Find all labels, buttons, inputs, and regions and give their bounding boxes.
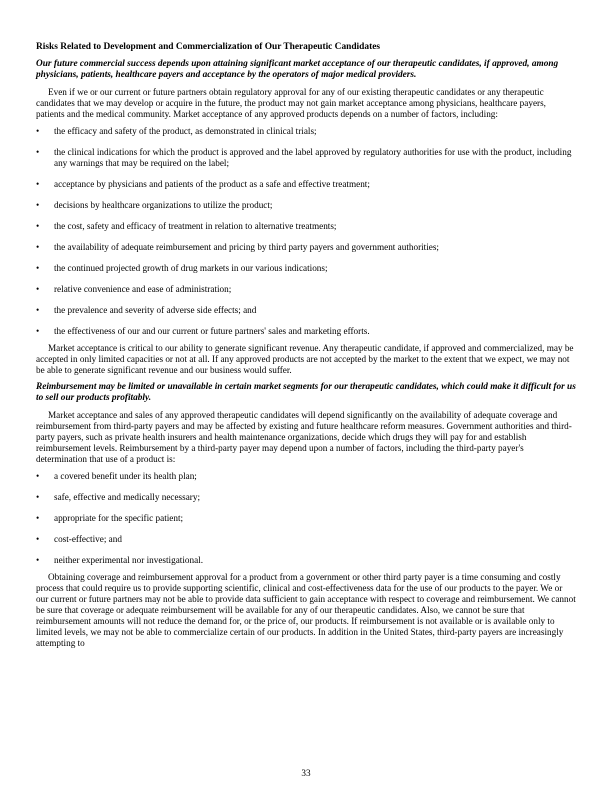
bullet-icon: • (36, 555, 40, 565)
list-item-text: the efficacy and safety of the product, as demonstrated in clinical trials; (54, 126, 317, 136)
list-item (36, 492, 576, 503)
bullet-icon: • (36, 147, 40, 157)
paragraph-reimbursement-closing: Obtaining coverage and reimbursement approval for a product from a government or other third party payer is a time consuming and costly process that could require us to provide supporting scientific, clinical and cost-effectiveness data for the use of our products to the payer. We or our current or future partners may not be able to provide data sufficient to gain acceptance with respect to coverage and reimbursement. We cannot be sure that coverage or adequate reimbursement will be available for any of our therapeutic candidates. Also, we cannot be sure that reimbursement amounts will not reduce the demand for, or the price of, our products. If reimbursement is not available or is available only to limited levels, we may not be able to commercialize certain of our products. In addition in the United States, third-party payers are increasingly attempting to (36, 572, 576, 648)
bullet-list-reimbursement-factors (36, 471, 576, 566)
list-item (36, 126, 576, 137)
list-item-text: appropriate for the specific patient; (54, 513, 184, 523)
list-item (36, 284, 576, 295)
section-heading: Risks Related to Development and Commercialization of Our Therapeutic Candidates (36, 42, 380, 52)
list-item-text: neither experimental nor investigational. (54, 555, 203, 565)
bullet-icon: • (36, 126, 40, 136)
list-item-text: the effectiveness of our and our current or future partners' sales and marketing efforts. (54, 326, 370, 336)
bullet-icon: • (36, 326, 40, 336)
list-item (36, 471, 576, 482)
list-item (36, 513, 576, 524)
list-item-text: decisions by healthcare organizations to utilize the product; (54, 200, 273, 210)
list-item-text: the availability of adequate reimbursement and pricing by third party payers and government authorities; (54, 242, 439, 252)
bullet-icon: • (36, 284, 40, 294)
list-item (36, 221, 576, 232)
bullet-icon: • (36, 179, 40, 189)
risk-factor-title-reimbursement: Reimbursement may be limited or unavailable in certain market segments for our therapeutic candidates, which could make it difficult for us to sell our products profitably. (36, 382, 576, 403)
bullet-list-acceptance-factors (36, 126, 576, 337)
bullet-icon: • (36, 305, 40, 315)
bullet-icon: • (36, 200, 40, 210)
list-item-text: the prevalence and severity of adverse side effects; and (54, 305, 257, 315)
document-page (36, 42, 576, 655)
list-item (36, 147, 576, 169)
list-item-text: relative convenience and ease of administration; (54, 284, 232, 294)
paragraph-market-acceptance-intro: Even if we or our current or future partners obtain regulatory approval for any of our existing therapeutic candidates or any therapeutic candidates that we may develop or acquire in the future, the product may not gain market acceptance among physicians, healthcare payers, patients and the medical community. Market acceptance of any approved products depends on a number of factors, including: (36, 87, 546, 119)
paragraph-reimbursement-intro: Market acceptance and sales of any approved therapeutic candidates will depend significantly on the availability of adequate coverage and reimbursement from third-party payers and may be affected by existing and future healthcare reform measures. Government authorities and third-party payers, such as private health insurers and health maintenance organizations, decide which drugs they will pay for and establish reimbursement levels. Reimbursement by a third-party payer may depend upon a number of factors, including the third-party payer's determination that use of a product is: (36, 410, 572, 464)
list-item (36, 263, 576, 274)
list-item-text: safe, effective and medically necessary; (54, 492, 200, 502)
list-item (36, 555, 576, 566)
list-item-text: a covered benefit under its health plan; (54, 471, 197, 481)
list-item (36, 326, 576, 337)
bullet-icon: • (36, 221, 40, 231)
bullet-icon: • (36, 471, 40, 481)
list-item (36, 200, 576, 211)
list-item-text: the continued projected growth of drug markets in our various indications; (54, 263, 328, 273)
list-item (36, 179, 576, 190)
list-item-text: acceptance by physicians and patients of the product as a safe and effective treatment; (54, 179, 370, 189)
risk-factor-title-market-acceptance: Our future commercial success depends upon attaining significant market acceptance of our therapeutic candidates, if approved, among physicians, patients, healthcare payers and acceptance by the operators of major medical providers. (36, 59, 559, 80)
paragraph-market-acceptance-closing: Market acceptance is critical to our ability to generate significant revenue. Any therapeutic candidate, if approved and commercialized, may be accepted in only limited capacities or not at all. If any approved products are not accepted by the market to the extent that we expect, we may not be able to generate significant revenue and our business would suffer. (36, 343, 574, 375)
list-item (36, 242, 576, 253)
bullet-icon: • (36, 513, 40, 523)
page-number: 33 (301, 768, 311, 778)
bullet-icon: • (36, 263, 40, 273)
list-item-text: the clinical indications for which the product is approved and the label approved by regulatory authorities for use with the product, including any warnings that may be required on the label; (54, 147, 572, 168)
list-item-text: cost-effective; and (54, 534, 122, 544)
bullet-icon: • (36, 534, 40, 544)
bullet-icon: • (36, 492, 40, 502)
list-item-text: the cost, safety and efficacy of treatment in relation to alternative treatments; (54, 221, 337, 231)
list-item (36, 534, 576, 545)
list-item (36, 305, 576, 316)
bullet-icon: • (36, 242, 40, 252)
